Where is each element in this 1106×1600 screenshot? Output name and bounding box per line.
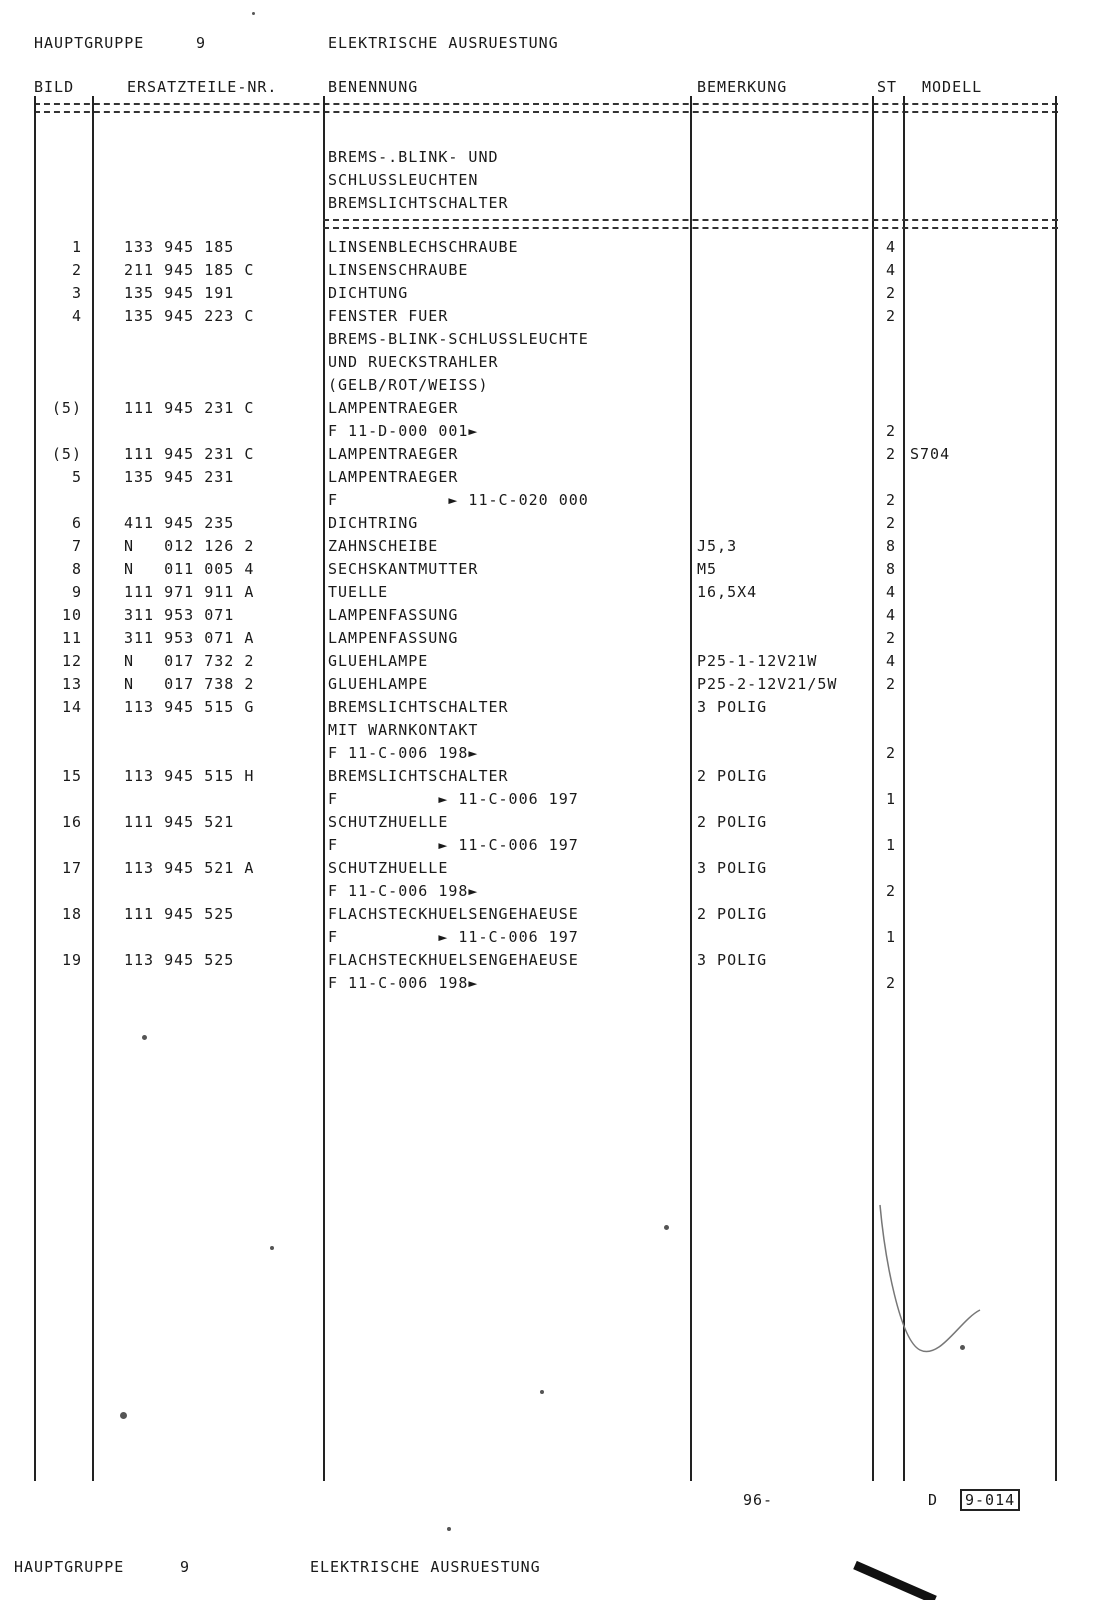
column-header-ersatzteile-nr: ERSATZTEILE-NR. xyxy=(127,78,278,96)
cell-part-number: 211 945 185 C xyxy=(124,261,255,279)
cell-benennung: BREMSLICHTSCHALTER xyxy=(328,698,509,716)
cell-st: 1 xyxy=(885,928,896,946)
cell-benennung: MIT WARNKONTAKT xyxy=(328,721,479,739)
cell-part-number: N 012 126 2 xyxy=(124,537,255,555)
cell-st: 2 xyxy=(885,675,896,693)
cell-bemerkung: M5 xyxy=(697,560,718,578)
cell-bild: 8 xyxy=(71,560,82,578)
pen-mark xyxy=(855,1565,935,1600)
cell-bild: 3 xyxy=(71,284,82,302)
cell-benennung: BREMS-BLINK-SCHLUSSLEUCHTE xyxy=(328,330,589,348)
cell-bemerkung: 3 POLIG xyxy=(697,859,768,877)
cell-benennung: LINSENBLECHSCHRAUBE xyxy=(328,238,519,256)
column-rule xyxy=(872,96,874,1481)
cell-bild: 18 xyxy=(61,905,82,923)
cell-st: 2 xyxy=(885,882,896,900)
cell-benennung: DICHTRING xyxy=(328,514,419,532)
cell-benennung: BREMSLICHTSCHALTER xyxy=(328,767,509,785)
cell-st: 2 xyxy=(885,744,896,762)
cell-st: 2 xyxy=(885,491,896,509)
cell-st: 2 xyxy=(885,284,896,302)
column-header-bild: BILD xyxy=(34,78,75,96)
speck xyxy=(540,1390,544,1394)
cell-st: 4 xyxy=(885,652,896,670)
cell-st: 2 xyxy=(885,514,896,532)
cell-part-number: 111 971 911 A xyxy=(124,583,255,601)
cell-part-number: 113 945 525 xyxy=(124,951,235,969)
cell-bild: 2 xyxy=(71,261,82,279)
cell-benennung: FLACHSTECKHUELSENGEHAEUSE xyxy=(328,951,579,969)
cell-benennung: LAMPENTRAEGER xyxy=(328,399,459,417)
cell-st: 1 xyxy=(885,790,896,808)
cell-bild: 16 xyxy=(61,813,82,831)
cell-benennung: SCHUTZHUELLE xyxy=(328,859,449,877)
cell-benennung: ZAHNSCHEIBE xyxy=(328,537,439,555)
cell-benennung: F 11-C-006 198► xyxy=(328,744,479,762)
section-title-line: BREMSLICHTSCHALTER xyxy=(328,194,509,212)
column-header-bemerkung: BEMERKUNG xyxy=(697,78,788,96)
cell-part-number: N 017 738 2 xyxy=(124,675,255,693)
column-rule xyxy=(903,96,905,1481)
cell-bemerkung: 2 POLIG xyxy=(697,767,768,785)
column-rule xyxy=(92,96,94,1481)
section-title-line: BREMS-.BLINK- UND xyxy=(328,148,499,166)
cell-st: 2 xyxy=(885,422,896,440)
cell-benennung: F ► 11-C-006 197 xyxy=(328,836,579,854)
cell-bild: 15 xyxy=(61,767,82,785)
cell-bild: 6 xyxy=(71,514,82,532)
next-group-label: HAUPTGRUPPE xyxy=(14,1558,125,1576)
cell-bild: 14 xyxy=(61,698,82,716)
cell-st: 2 xyxy=(885,307,896,325)
cell-benennung: LAMPENTRAEGER xyxy=(328,468,459,486)
cell-part-number: 113 945 521 A xyxy=(124,859,255,877)
cell-benennung: UND RUECKSTRAHLER xyxy=(328,353,499,371)
cell-st: 4 xyxy=(885,583,896,601)
cell-st: 4 xyxy=(885,261,896,279)
page-number: 96- xyxy=(743,1491,774,1509)
cell-benennung: (GELB/ROT/WEISS) xyxy=(328,376,489,394)
cell-bild: 11 xyxy=(61,629,82,647)
cell-part-number: 311 953 071 A xyxy=(124,629,255,647)
cell-part-number: 311 953 071 xyxy=(124,606,235,624)
cell-bemerkung: J5,3 xyxy=(697,537,738,555)
cell-benennung: SCHUTZHUELLE xyxy=(328,813,449,831)
cell-bemerkung: P25-1-12V21W xyxy=(697,652,818,670)
cell-bild: 19 xyxy=(61,951,82,969)
column-header-benennung: BENENNUNG xyxy=(328,78,419,96)
group-title: ELEKTRISCHE AUSRUESTUNG xyxy=(328,34,559,52)
cell-benennung: LAMPENTRAEGER xyxy=(328,445,459,463)
cell-benennung: F 11-D-000 001► xyxy=(328,422,479,440)
speck xyxy=(120,1412,127,1419)
cell-benennung: F ► 11-C-006 197 xyxy=(328,928,579,946)
cell-benennung: F ► 11-C-006 197 xyxy=(328,790,579,808)
speck xyxy=(447,1527,451,1531)
cell-st: 1 xyxy=(885,836,896,854)
cell-benennung: GLUEHLAMPE xyxy=(328,675,429,693)
cell-benennung: F ► 11-C-020 000 xyxy=(328,491,589,509)
cell-st: 8 xyxy=(885,537,896,555)
column-header-st: ST xyxy=(877,78,898,96)
cell-part-number: 113 945 515 H xyxy=(124,767,255,785)
column-rule xyxy=(323,96,325,1481)
group-number: 9 xyxy=(196,34,207,52)
cell-bemerkung: 2 POLIG xyxy=(697,905,768,923)
cell-part-number: 111 945 231 C xyxy=(124,445,255,463)
cell-bild: (5) xyxy=(51,445,82,463)
cell-st: 2 xyxy=(885,445,896,463)
next-group-title: ELEKTRISCHE AUSRUESTUNG xyxy=(310,1558,541,1576)
cell-st: 2 xyxy=(885,974,896,992)
column-rule xyxy=(1055,96,1057,1481)
cell-benennung: DICHTUNG xyxy=(328,284,409,302)
cell-bild: 5 xyxy=(71,468,82,486)
cell-part-number: 111 945 521 xyxy=(124,813,235,831)
column-rule xyxy=(690,96,692,1481)
cell-bemerkung: 3 POLIG xyxy=(697,951,768,969)
cell-part-number: N 017 732 2 xyxy=(124,652,255,670)
cell-benennung: TUELLE xyxy=(328,583,389,601)
cell-benennung: SECHSKANTMUTTER xyxy=(328,560,479,578)
cell-bild: 12 xyxy=(61,652,82,670)
cell-benennung: LAMPENFASSUNG xyxy=(328,606,459,624)
cell-bild: 10 xyxy=(61,606,82,624)
cell-part-number: 113 945 515 G xyxy=(124,698,255,716)
section-title-line: SCHLUSSLEUCHTEN xyxy=(328,171,479,189)
cell-benennung: F 11-C-006 198► xyxy=(328,882,479,900)
cell-bild: 7 xyxy=(71,537,82,555)
speck xyxy=(664,1225,669,1230)
cell-part-number: 135 945 223 C xyxy=(124,307,255,325)
cell-bild: (5) xyxy=(51,399,82,417)
speck xyxy=(270,1246,274,1250)
cell-benennung: LAMPENFASSUNG xyxy=(328,629,459,647)
cell-bild: 13 xyxy=(61,675,82,693)
cell-benennung: LINSENSCHRAUBE xyxy=(328,261,469,279)
cell-st: 4 xyxy=(885,606,896,624)
cell-part-number: 135 945 231 xyxy=(124,468,235,486)
cell-bild: 4 xyxy=(71,307,82,325)
cell-part-number: N 011 005 4 xyxy=(124,560,255,578)
column-rule xyxy=(34,96,36,1481)
cell-part-number: 411 945 235 xyxy=(124,514,235,532)
cell-bemerkung: 2 POLIG xyxy=(697,813,768,831)
cell-benennung: F 11-C-006 198► xyxy=(328,974,479,992)
cell-bild: 9 xyxy=(71,583,82,601)
speck xyxy=(252,12,255,15)
cell-part-number: 133 945 185 xyxy=(124,238,235,256)
cell-st: 8 xyxy=(885,560,896,578)
page-code-stamp: 9-014 xyxy=(960,1489,1020,1511)
speck xyxy=(142,1035,147,1040)
column-header-modell: MODELL xyxy=(922,78,983,96)
cell-modell: S704 xyxy=(910,445,951,463)
group-label: HAUPTGRUPPE xyxy=(34,34,145,52)
cell-st: 2 xyxy=(885,629,896,647)
cell-part-number: 111 945 525 xyxy=(124,905,235,923)
cell-bild: 1 xyxy=(71,238,82,256)
stamp-prefix: D xyxy=(928,1491,939,1509)
cell-part-number: 111 945 231 C xyxy=(124,399,255,417)
cell-benennung: FLACHSTECKHUELSENGEHAEUSE xyxy=(328,905,579,923)
cell-bild: 17 xyxy=(61,859,82,877)
cell-benennung: FENSTER FUER xyxy=(328,307,449,325)
pen-scribble xyxy=(880,1205,980,1352)
speck xyxy=(960,1345,965,1350)
next-group-number: 9 xyxy=(180,1558,191,1576)
cell-bemerkung: 3 POLIG xyxy=(697,698,768,716)
cell-benennung: GLUEHLAMPE xyxy=(328,652,429,670)
cell-bemerkung: 16,5X4 xyxy=(697,583,758,601)
section-divider xyxy=(323,219,1058,229)
cell-st: 4 xyxy=(885,238,896,256)
cell-part-number: 135 945 191 xyxy=(124,284,235,302)
cell-bemerkung: P25-2-12V21/5W xyxy=(697,675,838,693)
